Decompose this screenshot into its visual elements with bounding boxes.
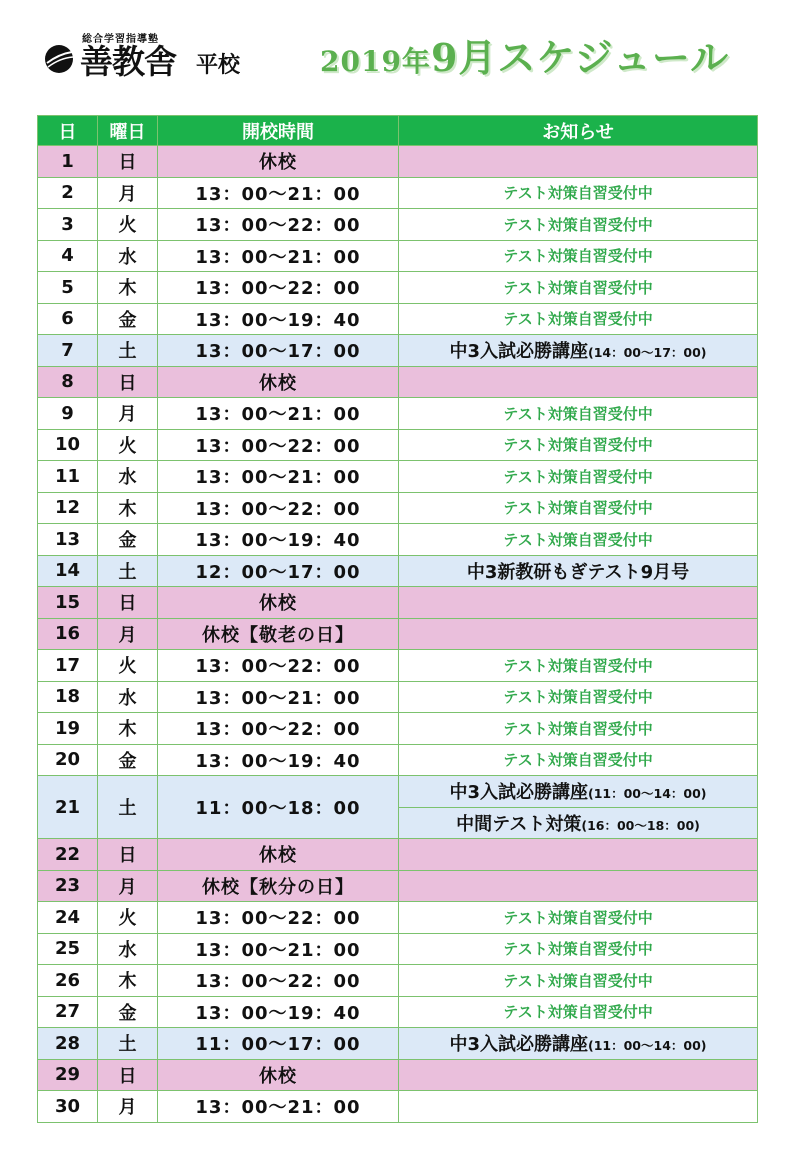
weekday-cell: 金 [98,996,158,1028]
day-cell: 11 [38,461,98,493]
title-month: 9月スケジュール [430,35,730,80]
notice-cell [399,429,758,461]
notice-cell [399,177,758,209]
table-row [38,776,758,808]
hours-cell: 11：00～18：00 [158,776,399,839]
hours-cell: 13：00～22：00 [158,902,399,934]
table-row [38,587,758,619]
weekday-cell: 火 [98,902,158,934]
notice-time: (11：00～14：00) [588,786,707,802]
notice-cell [399,555,758,587]
weekday-cell: 月 [98,870,158,902]
hours-cell: 13：00～22：00 [158,713,399,745]
table-row [38,335,758,367]
day-cell: 9 [38,398,98,430]
weekday-cell: 水 [98,933,158,965]
table-row [38,839,758,871]
day-cell: 23 [38,870,98,902]
col-header-notice: お知らせ [399,116,758,146]
table-row [38,681,758,713]
hours-cell: 13：00～21：00 [158,240,399,272]
notice-time: (11：00～14：00) [588,1038,707,1054]
table-row [38,713,758,745]
table-row [38,366,758,398]
schedule-body [38,146,758,1123]
day-cell: 22 [38,839,98,871]
notice-text: テスト対策自習受付中 [503,719,653,738]
weekday-cell: 月 [98,1091,158,1123]
table-row [38,996,758,1028]
logo-subtitle: 総合学習指導塾 [82,34,159,45]
day-cell: 5 [38,272,98,304]
notice-cell [399,524,758,556]
notice-text: 中3入試必勝講座 [449,341,588,363]
table-row [38,933,758,965]
weekday-cell: 木 [98,492,158,524]
hours-cell: 13：00～22：00 [158,650,399,682]
notice-time: (16：00～18：00) [581,817,700,833]
page-header [0,0,800,110]
notice-cell [399,902,758,934]
hours-cell: 11：00～17：00 [158,1028,399,1060]
weekday-cell: 土 [98,335,158,367]
notice-text: テスト対策自習受付中 [503,278,653,297]
day-cell: 10 [38,429,98,461]
weekday-cell: 土 [98,776,158,839]
weekday-cell: 木 [98,965,158,997]
day-cell: 26 [38,965,98,997]
weekday-cell: 金 [98,744,158,776]
weekday-cell: 日 [98,366,158,398]
hours-cell: 13：00～19：40 [158,744,399,776]
weekday-cell: 金 [98,303,158,335]
notice-text: テスト対策自習受付中 [503,751,653,770]
notice-cell [399,272,758,304]
notice-cell [399,146,758,178]
weekday-cell: 日 [98,146,158,178]
day-cell: 14 [38,555,98,587]
weekday-cell: 水 [98,681,158,713]
hours-cell: 休校 [158,587,399,619]
notice-text: テスト対策自習受付中 [503,971,653,990]
hours-cell: 13：00～22：00 [158,492,399,524]
notice-text: テスト対策自習受付中 [503,656,653,675]
table-row [38,1028,758,1060]
table-row [38,146,758,178]
hours-cell: 13：00～22：00 [158,209,399,241]
notice-cell [399,303,758,335]
table-row [38,902,758,934]
notice-text: テスト対策自習受付中 [503,215,653,234]
table-row [38,965,758,997]
notice-cell [399,713,758,745]
hours-cell: 13：00～21：00 [158,177,399,209]
notice-cell [399,587,758,619]
notice-cell [399,209,758,241]
notice-cell [399,650,758,682]
notice-text: テスト対策自習受付中 [503,530,653,549]
col-header-weekday: 曜日 [98,116,158,146]
logo-branch: 平校 [196,53,241,78]
notice-text: テスト対策自習受付中 [503,310,653,329]
weekday-cell: 月 [98,618,158,650]
day-cell: 2 [38,177,98,209]
notice-cell [399,870,758,902]
hours-cell: 13：00～22：00 [158,429,399,461]
table-row [38,555,758,587]
day-cell: 17 [38,650,98,682]
hours-cell: 13：00～22：00 [158,272,399,304]
day-cell: 3 [38,209,98,241]
weekday-cell: 日 [98,587,158,619]
hours-cell: 13：00～21：00 [158,681,399,713]
notice-text: テスト対策自習受付中 [503,404,653,423]
day-cell: 29 [38,1059,98,1091]
table-row [38,870,758,902]
notice-text: テスト対策自習受付中 [503,688,653,707]
weekday-cell: 火 [98,650,158,682]
notice-text: テスト対策自習受付中 [503,908,653,927]
table-row [38,177,758,209]
weekday-cell: 月 [98,177,158,209]
notice-cell [399,839,758,871]
notice-cell [399,1059,758,1091]
notice-cell [399,776,758,808]
notice-cell [399,492,758,524]
hours-cell: 12：00～17：00 [158,555,399,587]
day-cell: 20 [38,744,98,776]
weekday-cell: 月 [98,398,158,430]
notice-cell [399,366,758,398]
notice-text: テスト対策自習受付中 [503,1003,653,1022]
weekday-cell: 火 [98,429,158,461]
day-cell: 16 [38,618,98,650]
weekday-cell: 日 [98,839,158,871]
hours-cell: 休校 [158,146,399,178]
notice-cell [399,1091,758,1123]
notice-text: テスト対策自習受付中 [503,940,653,959]
table-row [38,524,758,556]
notice-cell [399,240,758,272]
notice-text: 中3新教研もぎテスト9月号 [466,561,690,583]
table-row [38,272,758,304]
hours-cell: 13：00～21：00 [158,933,399,965]
notice-cell [399,933,758,965]
table-row [38,461,758,493]
table-row [38,209,758,241]
notice-text: テスト対策自習受付中 [503,499,653,518]
weekday-cell: 水 [98,461,158,493]
notice-cell [399,335,758,367]
col-header-day: 日 [38,116,98,146]
day-cell: 28 [38,1028,98,1060]
school-logo [44,30,254,86]
table-row [38,240,758,272]
day-cell: 6 [38,303,98,335]
weekday-cell: 木 [98,713,158,745]
day-cell: 30 [38,1091,98,1123]
day-cell: 8 [38,366,98,398]
hours-cell: 休校 [158,1059,399,1091]
hours-cell: 休校 [158,366,399,398]
hours-cell: 休校【秋分の日】 [158,870,399,902]
hours-cell: 休校【敬老の日】 [158,618,399,650]
notice-cell [399,996,758,1028]
day-cell: 19 [38,713,98,745]
col-header-hours: 開校時間 [158,116,399,146]
notice-cell [399,461,758,493]
table-row [38,1091,758,1123]
table-row [38,398,758,430]
hours-cell: 13：00～19：40 [158,996,399,1028]
day-cell: 1 [38,146,98,178]
day-cell: 27 [38,996,98,1028]
hours-cell: 13：00～21：00 [158,1091,399,1123]
notice-text: テスト対策自習受付中 [503,436,653,455]
notice-cell [399,1028,758,1060]
notice-cell [399,744,758,776]
notice-cell [399,398,758,430]
notice-cell [399,807,758,839]
day-cell: 4 [38,240,98,272]
logo-name: 善教舎 [80,42,176,81]
table-row [38,1059,758,1091]
table-row [38,492,758,524]
table-row [38,429,758,461]
hours-cell: 13：00～17：00 [158,335,399,367]
table-row [38,744,758,776]
day-cell: 7 [38,335,98,367]
weekday-cell: 金 [98,524,158,556]
day-cell: 18 [38,681,98,713]
notice-cell [399,681,758,713]
notice-cell [399,618,758,650]
weekday-cell: 土 [98,1028,158,1060]
hours-cell: 13：00～19：40 [158,303,399,335]
table-row [38,650,758,682]
schedule-table [37,115,758,1123]
notice-text: 中間テスト対策 [456,813,582,835]
notice-text: テスト対策自習受付中 [503,184,653,203]
day-cell: 12 [38,492,98,524]
table-header-row [38,116,758,146]
day-cell: 21 [38,776,98,839]
day-cell: 24 [38,902,98,934]
hours-cell: 13：00～21：00 [158,398,399,430]
notice-time: (14：00～17：00) [588,345,707,361]
weekday-cell: 日 [98,1059,158,1091]
hours-cell: 13：00～19：40 [158,524,399,556]
notice-cell [399,965,758,997]
notice-text: 中3入試必勝講座 [449,782,588,804]
day-cell: 15 [38,587,98,619]
notice-text: テスト対策自習受付中 [503,247,653,266]
hours-cell: 休校 [158,839,399,871]
day-cell: 25 [38,933,98,965]
hours-cell: 13：00～21：00 [158,461,399,493]
table-row [38,618,758,650]
notice-text: 中3入試必勝講座 [449,1034,588,1056]
weekday-cell: 火 [98,209,158,241]
hours-cell: 13：00～22：00 [158,965,399,997]
notice-text: テスト対策自習受付中 [503,467,653,486]
weekday-cell: 木 [98,272,158,304]
table-row [38,303,758,335]
page-title [320,28,760,88]
weekday-cell: 土 [98,555,158,587]
logo-swoosh-icon [44,44,74,74]
title-year: 2019年 [320,45,431,78]
day-cell: 13 [38,524,98,556]
weekday-cell: 水 [98,240,158,272]
